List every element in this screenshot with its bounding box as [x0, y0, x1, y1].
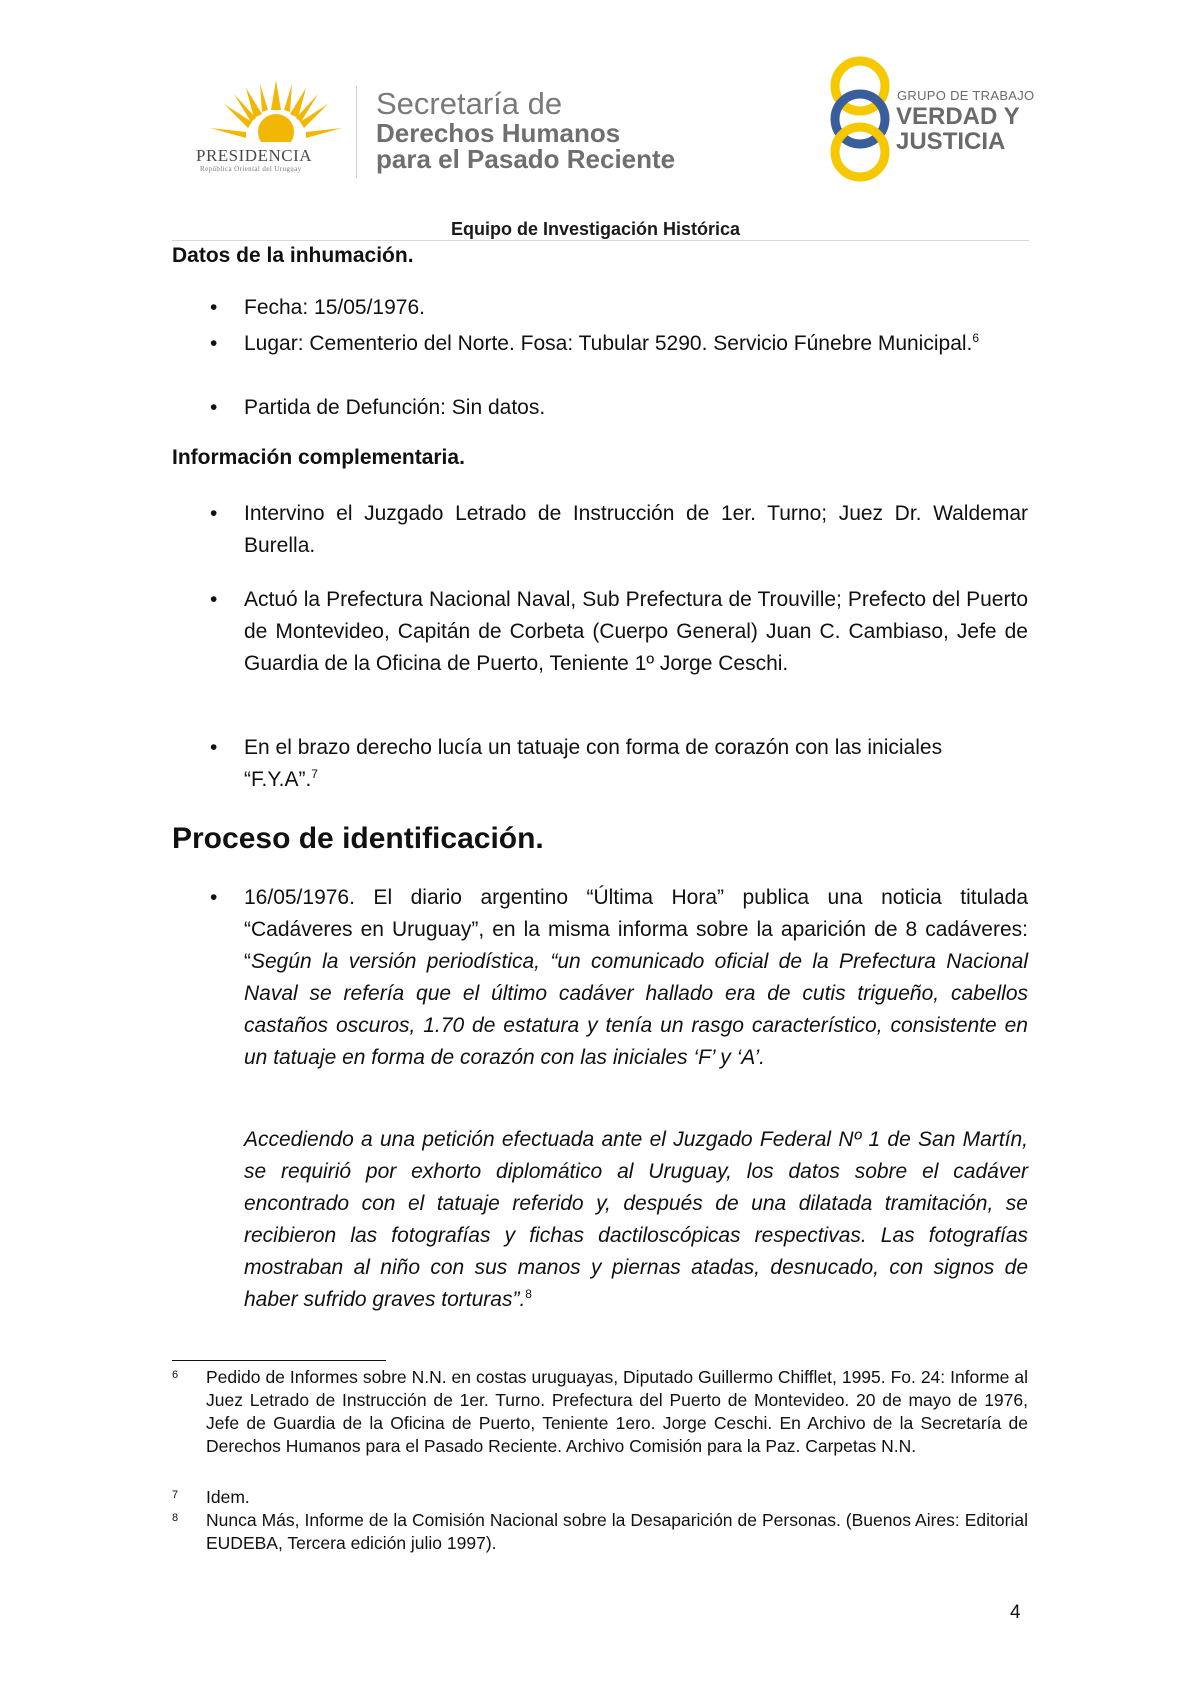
list-item-text: Intervino el Juzgado Letrado de Instrucción de 1er. Turno; Juez Dr. Waldemar Burella.	[244, 502, 1028, 557]
group-name	[896, 104, 1020, 154]
list-item	[210, 328, 1028, 360]
team-title: Equipo de Investigación Histórica	[450, 219, 741, 239]
sun-icon	[196, 80, 356, 150]
footnote-number: 7	[172, 1489, 179, 1501]
header-divider	[356, 86, 357, 178]
footnote-ref: 7	[311, 767, 318, 781]
list-item-text: Actuó la Prefectura Nacional Naval, Sub Prefectura de Trouville; Prefecto del Puerto de Montevideo, Capitán de Corbeta (Cuerpo General) Juan C. Cambiaso, Jefe de Guardia de la Oficina de Puerto, Teniente 1º Jorge Ceschi.	[244, 588, 1028, 675]
list-item	[210, 392, 1028, 424]
inhumacion-heading: Datos de la inhumación.	[172, 244, 414, 267]
group-line2: JUSTICIA	[896, 128, 1006, 156]
rings-icon	[820, 56, 900, 182]
footnote-text: Nunca Más, Informe de la Comisión Nacional sobre la Desaparición de Personas. (Buenos Aires: Editorial EUDEBA, Tercera edición julio 1997).	[206, 1510, 1028, 1553]
footnote-text: Pedido de Informes sobre N.N. en costas uruguayas, Diputado Guillermo Chifflet, 1995. Fo. 24: Informe al Juez Letrado de Instrucción de 1er. Turno. Prefectura del Puerto de Montevideo. 20 de mayo de 1976, Jefe de Guardia de la Oficina de Puerto, Teniente 1ero. Jorge Ceschi. En Archivo de la Secretaría de Derechos Humanos para el Pasado Reciente. Archivo Comisión para la Paz. Carpetas N.N.	[206, 1367, 1028, 1456]
item-quote-text: Según la versión periodística, “un comunicado oficial de la Prefectura Nacional Naval se refería que el último cadáver hallado era de cutis trigueño, cabellos castaños oscuros, 1.70 de estatura y tenía un rasgo característico, consistente en un tatuaje en forma de corazón con las iniciales ‘F’ y ‘A’.	[244, 950, 1028, 1069]
footnote	[172, 1366, 1028, 1458]
bullet-icon: •	[210, 886, 218, 909]
list-item-text	[244, 732, 950, 796]
bullet-icon: •	[210, 296, 218, 319]
list-item-text-body: En el brazo derecho lucía un tatuaje con forma de corazón con las iniciales “F.Y.A”.	[244, 736, 943, 791]
secretaria-logo-text	[376, 88, 675, 173]
footnote-number: 8	[172, 1512, 179, 1524]
list-item	[210, 292, 1028, 324]
footnote	[172, 1509, 1028, 1555]
secretaria-line3: para el Pasado Reciente	[376, 144, 676, 175]
footnote-number: 6	[172, 1369, 179, 1381]
bullet-icon: •	[210, 332, 218, 355]
list-item-text	[244, 882, 1028, 1074]
list-item-text: Fecha: 15/05/1976.	[244, 296, 425, 319]
footnote	[172, 1486, 1028, 1509]
quote-paragraph-text: Accediendo a una petición efectuada ante el Juzgado Federal Nº 1 de San Martín, se requirió por exhorto diplomático al Uruguay, los datos sobre el cadáver encontrado con el tatuaje referido y, después de una dilatada tramitación, se recibieron las fotografías y fichas dactiloscópicas respectivas. Las fotografías mostraban al niño con sus manos y piernas atadas, desnucado, con signos de haber sufrido graves torturas”.	[244, 1128, 1028, 1311]
footnote-text: Idem.	[206, 1487, 250, 1507]
verdad-justicia-logo	[820, 56, 900, 182]
group-line1: VERDAD Y	[896, 103, 1020, 130]
list-item-text	[244, 328, 1028, 360]
footnote-ref: 8	[525, 1287, 532, 1301]
list-item-text-body: Lugar: Cementerio del Norte. Fosa: Tubular 5290. Servicio Fúnebre Municipal.	[244, 332, 973, 355]
bullet-icon: •	[210, 502, 218, 525]
footnote-ref: 6	[972, 331, 980, 345]
secretaria-line2: Derechos Humanos	[376, 117, 621, 148]
page-number: 4	[1010, 1602, 1021, 1623]
secretaria-line1: Secretaría de	[376, 86, 563, 121]
header-rule	[172, 240, 1029, 241]
list-item-text: Partida de Defunción: Sin datos.	[244, 396, 546, 419]
footnote-rule	[172, 1360, 386, 1361]
complementaria-heading: Información complementaria.	[172, 446, 465, 469]
list-item	[210, 498, 1028, 562]
list-item	[210, 584, 1028, 680]
proceso-heading: Proceso de identificación.	[172, 822, 544, 855]
presidencia-sublabel: República Oriental del Uruguay	[200, 165, 302, 173]
quote-paragraph	[244, 1124, 1028, 1316]
list-item	[210, 732, 950, 796]
bullet-icon: •	[210, 396, 218, 419]
item-normal-text: 16/05/1976. El diario argentino “Última Hora” publica una noticia titulada “Cadáveres en Uruguay”, en la misma informa sobre la aparición de 8 cadáveres: “	[244, 886, 1028, 973]
presidencia-label: PRESIDENCIA	[196, 146, 313, 165]
bullet-icon: •	[210, 736, 218, 759]
list-item	[210, 882, 1028, 1074]
group-small-label: GRUPO DE TRABAJO	[897, 88, 1035, 103]
bullet-icon: •	[210, 588, 218, 611]
